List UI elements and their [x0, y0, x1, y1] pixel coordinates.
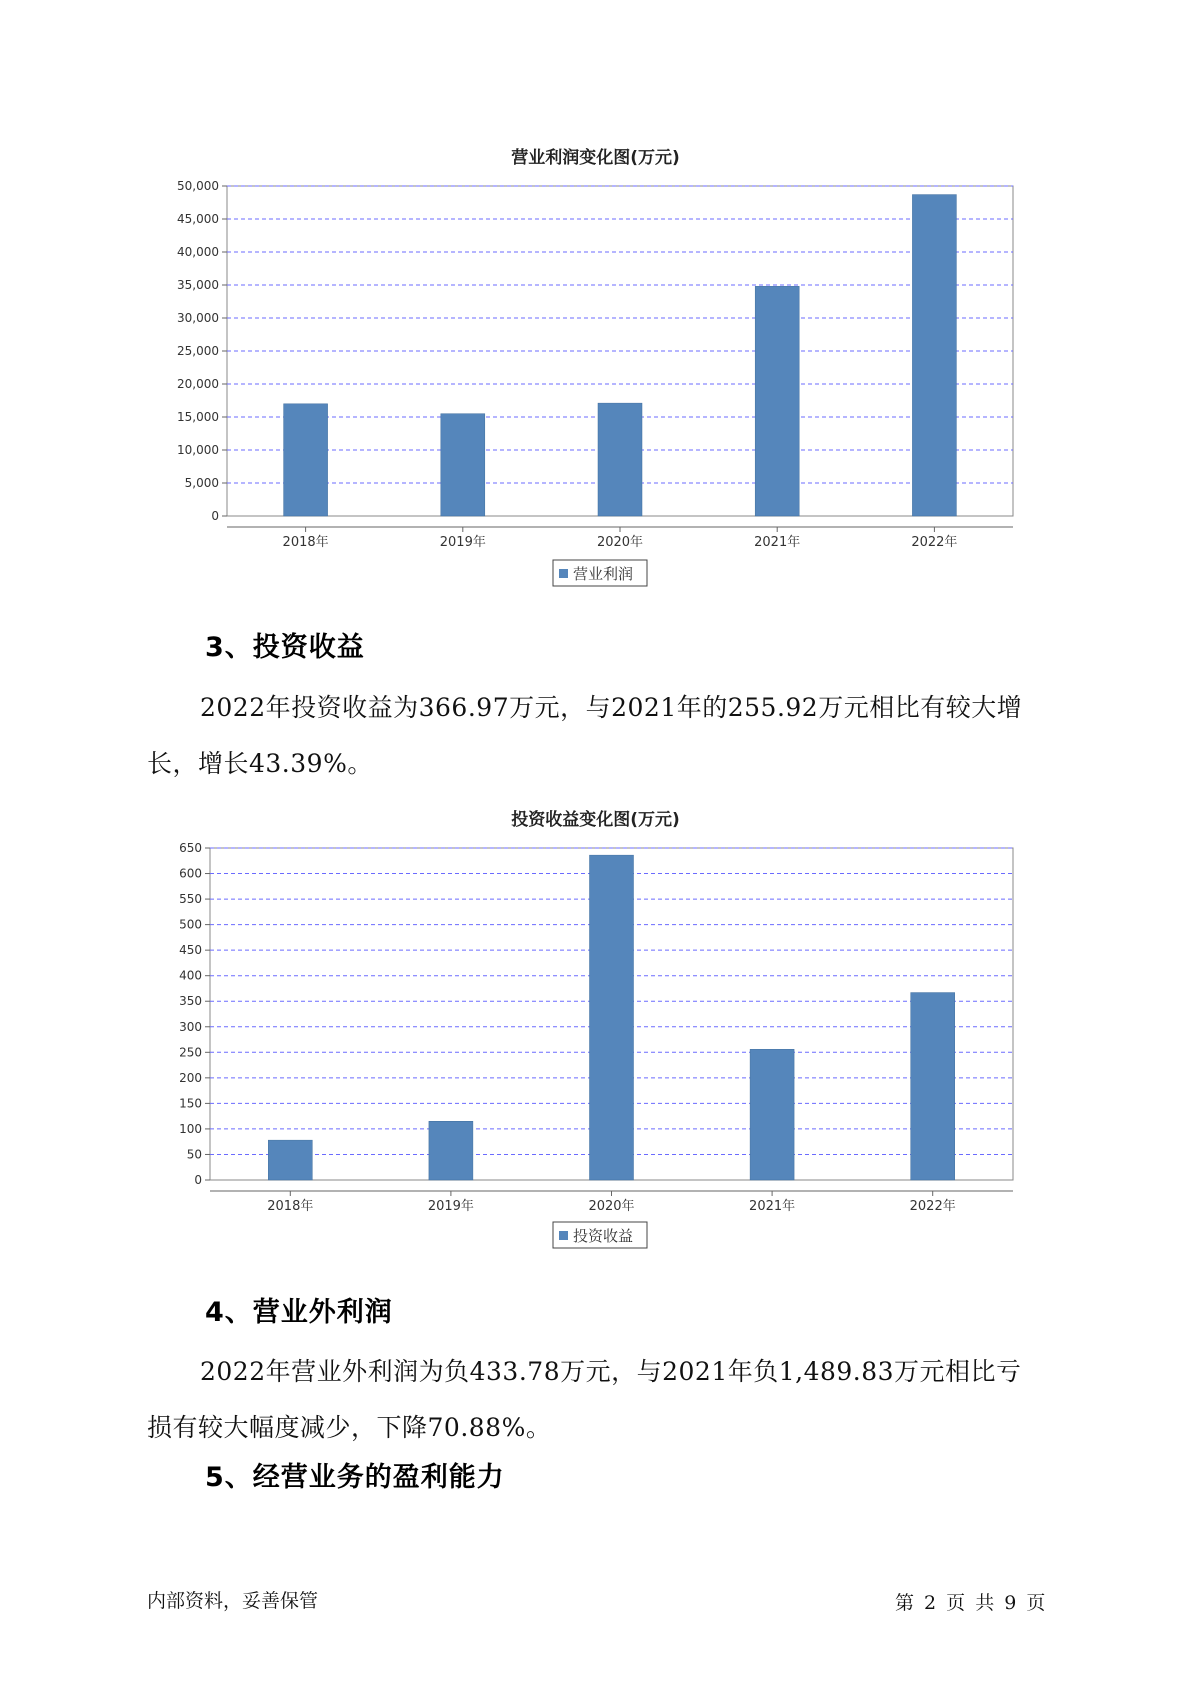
x-tick-label: 2018年	[282, 535, 329, 550]
legend-swatch	[559, 569, 568, 578]
y-tick-label: 15,000	[177, 410, 219, 424]
y-tick-label: 650	[179, 841, 202, 855]
legend	[553, 1222, 647, 1248]
y-tick-label: 20,000	[177, 377, 219, 391]
x-tick-label: 2021年	[754, 535, 801, 550]
x-tick-label: 2019年	[439, 535, 486, 550]
operating-profit-bar-chart	[0, 170, 1191, 590]
legend-swatch	[559, 1231, 568, 1240]
bar-2020年	[590, 855, 634, 1180]
bar-2021年	[755, 286, 799, 516]
bar-2019年	[441, 414, 485, 516]
y-tick-label: 40,000	[177, 245, 219, 259]
y-tick-label: 50	[186, 1147, 202, 1162]
y-tick-label: 350	[179, 994, 202, 1009]
x-tick-label: 2018年	[267, 1199, 314, 1214]
y-tick-label: 0	[194, 1173, 202, 1187]
y-tick-label: 45,000	[177, 212, 219, 226]
bar-2022年	[912, 195, 956, 516]
y-tick-label: 10,000	[177, 443, 219, 457]
investment-income-bar-chart	[0, 832, 1191, 1252]
x-tick-label: 2020年	[588, 1199, 635, 1214]
bar-2018年	[268, 1140, 312, 1180]
y-tick-label: 50,000	[177, 179, 219, 193]
paragraph-investment-income: 2022年投资收益为366.97万元，与2021年的255.92万元相比有较大增长，增长43.39%。	[147, 693, 1023, 778]
y-tick-label: 0	[211, 509, 219, 523]
bar-2022年	[911, 993, 955, 1180]
y-tick-label: 500	[179, 917, 202, 932]
x-tick-label: 2021年	[749, 1199, 796, 1214]
y-tick-label: 250	[179, 1045, 202, 1060]
footer-confidential-note: 内部资料，妥善保管	[147, 1590, 319, 1612]
legend	[553, 560, 647, 586]
y-tick-label: 300	[179, 1019, 202, 1034]
x-tick-label: 2022年	[909, 1199, 956, 1214]
section-heading-non-operating-profit: 4、营业外利润	[205, 1297, 393, 1328]
y-tick-label: 200	[179, 1070, 202, 1085]
y-tick-label: 550	[179, 892, 202, 907]
y-tick-label: 100	[179, 1121, 202, 1136]
x-tick-label: 2020年	[596, 535, 644, 550]
y-tick-label: 150	[179, 1096, 202, 1111]
legend-label: 投资收益	[573, 1227, 634, 1245]
paragraph-non-operating-profit: 2022年营业外利润为负433.78万元，与2021年负1,489.83万元相比亏损有较大幅度减少，下降70.88%。	[147, 1357, 1022, 1442]
y-tick-label: 600	[179, 866, 202, 881]
bar-2018年	[284, 404, 328, 516]
y-tick-label: 25,000	[177, 344, 219, 358]
x-tick-label: 2022年	[911, 535, 958, 550]
bar-2019年	[429, 1121, 473, 1180]
section-heading-profitability: 5、经营业务的盈利能力	[205, 1462, 505, 1493]
bar-2021年	[750, 1049, 794, 1180]
y-tick-label: 450	[179, 943, 202, 958]
section-heading-investment-income: 3、投资收益	[205, 632, 365, 663]
legend-label: 营业利润	[573, 565, 634, 583]
y-tick-label: 35,000	[177, 278, 219, 292]
bar-2020年	[598, 403, 642, 516]
footer-page-number: 第 2 页 共 9 页	[895, 1592, 1046, 1614]
chart-title-operating-profit: 营业利润变化图(万元)	[511, 148, 680, 168]
y-tick-label: 5,000	[184, 476, 219, 490]
y-tick-label: 400	[179, 968, 202, 983]
y-tick-label: 30,000	[177, 311, 219, 325]
x-tick-label: 2019年	[427, 1199, 474, 1214]
chart-title-investment-income: 投资收益变化图(万元)	[511, 810, 680, 830]
